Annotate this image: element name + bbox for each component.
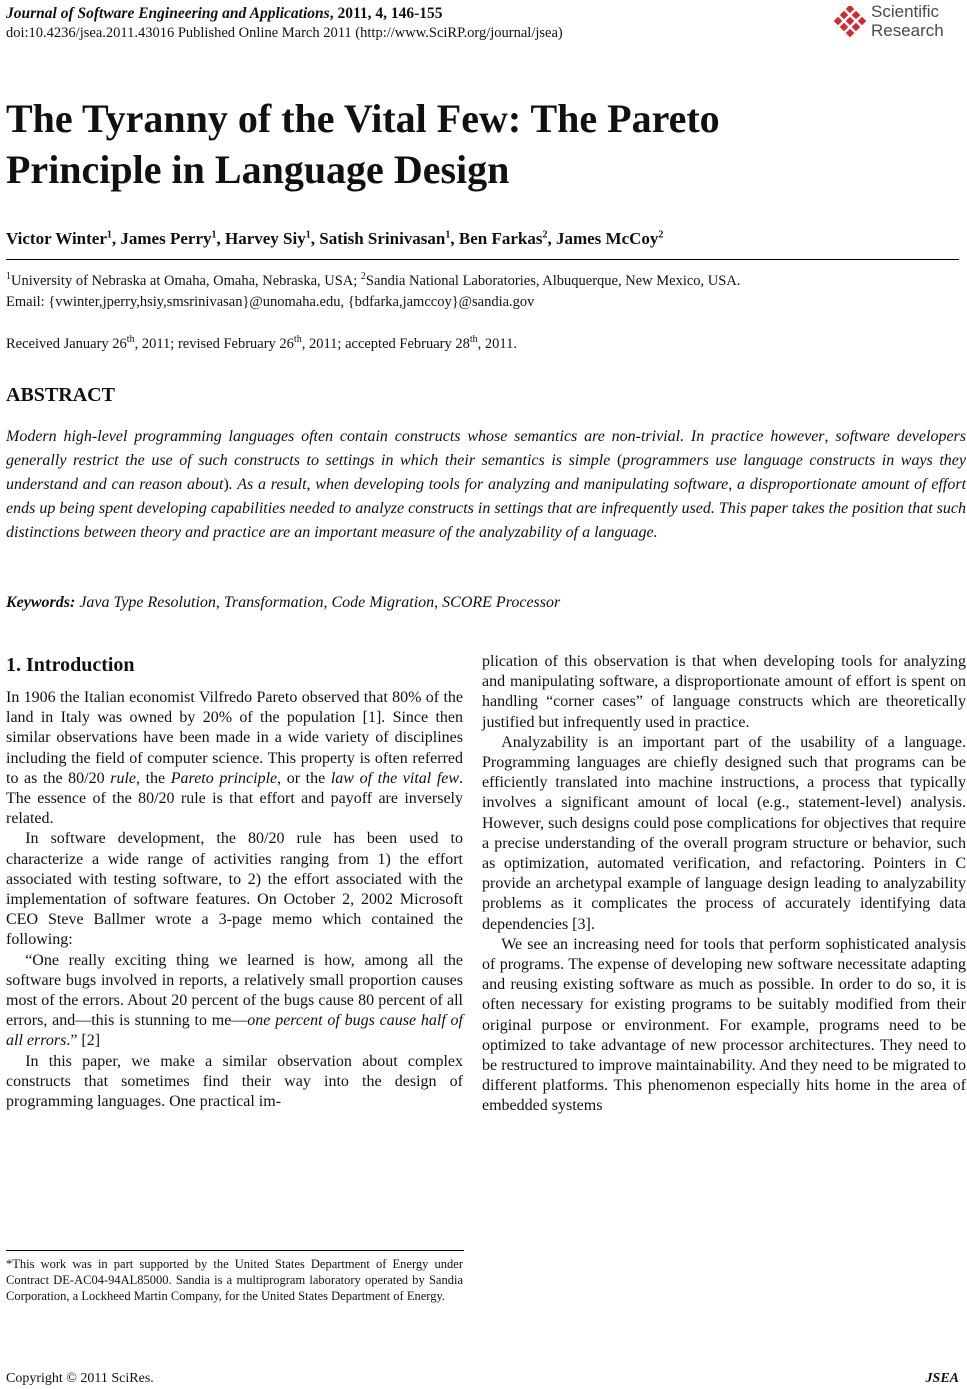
- paragraph: Analyzability is an important part of the usability of a language. Programming languages are chiefly designed such that programs can be efficiently translated into machine instructions, a process that typically involves a significant amount of local (e.g., statement-level) analysis. However, such designs could pose complications for objectives that require a precise understanding of the overall program structure or behavior, such as optimization, automated verification, and refactoring. Pointers in C provide an archetypal example of language design leading to analyzability problems as it complicates the process of accurately identifying data dependencies [3].: [482, 733, 966, 933]
- journal-citation: [6, 4, 443, 24]
- author: Harvey Siy$^1$,: [224, 229, 320, 248]
- paper-title: [6, 93, 906, 195]
- section-heading: 1. Introduction: [6, 654, 135, 676]
- email-line: Email: {vwinter,jperry,hsiy,smsrinivasan}@unomaha.edu, {bdfarka,jamccoy}@sandia.gov: [6, 294, 535, 310]
- title-line-1: The Tyranny of the Vital Few: The Pareto: [6, 96, 720, 141]
- journal-abbreviation: JSEA: [925, 1371, 959, 1386]
- author: James Perry$^1$,: [120, 229, 225, 248]
- author: Victor Winter$^1$,: [6, 229, 121, 248]
- copyright: Copyright © 2011 SciRes.: [6, 1371, 154, 1386]
- author: Satish Srinivasan$^1$,: [319, 229, 459, 248]
- journal-name: Journal of Software Engineering and Applications: [6, 5, 330, 22]
- logo-text-scientific: Scientific: [871, 2, 940, 21]
- paragraph: In this paper, we make a similar observation about complex constructs that sometimes find their way into the design of programming languages. One practical im-: [6, 1052, 463, 1111]
- paragraph: “One really exciting thing we learned is how, among all the software bugs involved in reports, a relatively small proportion causes most of the errors. About 20 percent of the bugs cause 80 percent of all errors, and—this is stunning to me—one percent of bugs cause half of all errors.” [2]: [6, 951, 463, 1050]
- logo-mark-icon: [833, 6, 867, 40]
- footnote: *This work was in part supported by the United States Department of Energy under Contract DE-AC04-94AL85000. Sandia is a multiprogram laboratory operated by Sandia Corporation, a Lockheed Martin Company, for the United States Department of Energy.: [6, 1257, 463, 1304]
- affiliation-line: $^1$University of Nebraska at Omaha, Omaha, Nebraska, USA; $^2$Sandia National Laboratories, Albuquerque, New Mexico, USA.: [6, 271, 741, 289]
- paragraph: We see an increasing need for tools that perform sophisticated analysis of programs. The expense of developing new software necessitate adapting and reusing existing software as much as possible. In order to do so, it is often necessary for existing programs to be suitably modified from their original purpose or environment. For example, programs need to be optimized to take advantage of new processor architectures. They need to be restructured to improve maintainability. And they need to be migrated to different platforms. This phenomenon especially hits home in the area of embedded systems: [482, 935, 966, 1115]
- publisher-logo: [833, 2, 961, 44]
- divider: [6, 259, 959, 260]
- paragraph: In 1906 the Italian economist Vilfredo Pareto observed that 80% of the land in Italy was owned by 20% of the population [1]. Since then similar observations have been made in a wide variety of disciplines including the field of computer science. This property is often referred to as the 80/20 rule, the Pareto principle, or the law of the vital few. The essence of the 80/20 rule is that effort and payoff are inversely related.: [6, 689, 464, 828]
- paragraph: In software development, the 80/20 rule has been used to characterize a wide range of activities ranging from 1) the effort associated with testing software, to 2) the effort associated with the implementation of software features. On October 2, 2002 Microsoft CEO Steve Ballmer wrote a 3-page memo which contained the following:: [6, 830, 463, 949]
- footnote-divider: [6, 1250, 464, 1251]
- keywords: Keywords: Java Type Resolution, Transformation, Code Migration, SCORE Processor: [6, 594, 561, 611]
- received-dates: Received January 26th, 2011; revised February 26th, 2011; accepted February 28th, 2011.: [6, 334, 517, 352]
- title-line-2: Principle in Language Design: [6, 147, 510, 192]
- journal-volume: , 2011, 4, 146-155: [329, 5, 443, 22]
- author-list: [6, 229, 663, 249]
- abstract-text: Modern high-level programming languages often contain constructs whose semantics are non-trivial. In practice however, software developers generally restrict the use of such constructs to settings in which their semantics is simple (programmers use language constructs in ways they understand and can reason about). As a result, when developing tools for analyzing and manipulating software, a disproportionate amount of effort ends up being spent developing capabilities needed to analyze constructs in settings that are infrequently used. This paper takes the position that such distinctions between theory and practice are an important measure of the analyzability of a language.: [6, 428, 967, 541]
- doi-line: doi:10.4236/jsea.2011.43016 Published Online March 2011 (http://www.SciRP.org/journal/jsea): [6, 25, 563, 41]
- abstract-heading: ABSTRACT: [6, 384, 115, 406]
- body-column-left: [6, 652, 463, 1112]
- author: James McCoy$^2$: [555, 229, 664, 248]
- paragraph: plication of this observation is that when developing tools for analyzing and manipulating software, a disproportionate amount of effort is spent on handling “corner cases” of language constructs which are theoretically justified but infrequently used in practice.: [482, 653, 966, 731]
- logo-text-research: Research: [871, 21, 944, 40]
- author: Ben Farkas$^2$,: [458, 229, 556, 248]
- body-column-right: [482, 652, 966, 1117]
- affiliations: [6, 271, 740, 313]
